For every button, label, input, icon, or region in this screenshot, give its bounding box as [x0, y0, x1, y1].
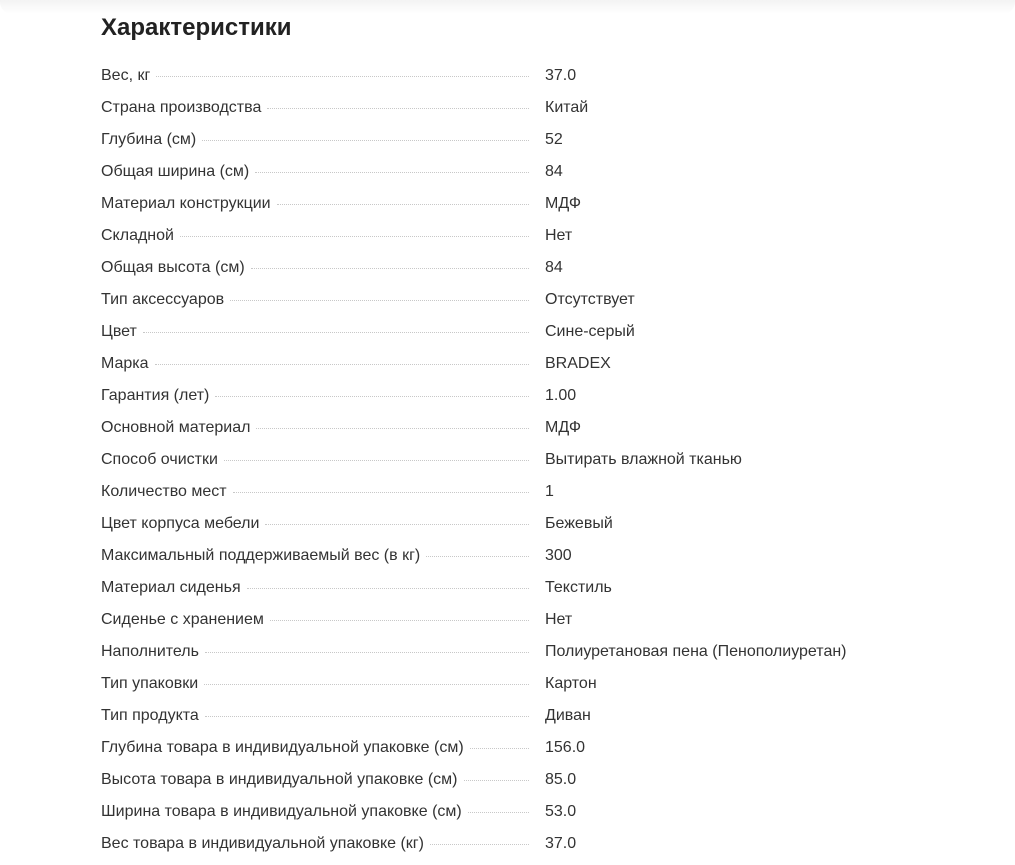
spec-label-cell	[101, 284, 529, 316]
spec-value: Нет	[545, 611, 573, 628]
spec-name: Сиденье с хранением	[101, 611, 264, 628]
spec-row	[101, 412, 931, 444]
spec-value: 37.0	[545, 67, 577, 84]
spec-name: Гарантия (лет)	[101, 387, 210, 404]
spec-label-cell	[101, 508, 529, 540]
spec-row	[101, 668, 931, 700]
spec-name: Максимальный поддерживаемый вес (в кг)	[101, 547, 421, 564]
spec-label-cell	[101, 764, 529, 796]
spec-value: 1.00	[545, 387, 577, 404]
spec-label-cell	[101, 668, 529, 700]
spec-value: Картон	[545, 675, 597, 692]
spec-value: 85.0	[545, 771, 577, 788]
spec-row	[101, 348, 931, 380]
spec-label-cell	[101, 444, 529, 476]
dotted-leader	[255, 172, 529, 173]
spec-row	[101, 444, 931, 476]
spec-value: Текстиль	[545, 579, 612, 596]
spec-label-cell	[101, 188, 529, 220]
spec-name: Общая высота (см)	[101, 259, 245, 276]
spec-value: Сине-серый	[545, 323, 635, 340]
spec-value: 84	[545, 259, 563, 276]
spec-label-cell	[101, 380, 529, 412]
spec-label-cell	[101, 636, 529, 668]
spec-label-cell	[101, 124, 529, 156]
spec-value: 52	[545, 131, 563, 148]
spec-name: Ширина товара в индивидуальной упаковке (см)	[101, 803, 462, 820]
section-title: Характеристики	[101, 14, 292, 41]
spec-name: Способ очистки	[101, 451, 218, 468]
spec-name: Материал конструкции	[101, 195, 271, 212]
spec-row	[101, 700, 931, 732]
spec-label-cell	[101, 476, 529, 508]
spec-value: Полиуретановая пена (Пенополиуретан)	[545, 643, 847, 660]
dotted-leader	[426, 556, 529, 557]
spec-value: Бежевый	[545, 515, 613, 532]
spec-value: Отсутствует	[545, 291, 635, 308]
spec-name: Цвет	[101, 323, 137, 340]
spec-value: 84	[545, 163, 563, 180]
spec-value: 156.0	[545, 739, 586, 756]
dotted-leader	[267, 108, 529, 109]
spec-name: Количество мест	[101, 483, 227, 500]
dotted-leader	[270, 620, 529, 621]
spec-value: Вытирать влажной тканью	[545, 451, 742, 468]
spec-value: Нет	[545, 227, 573, 244]
spec-row	[101, 156, 931, 188]
spec-name: Тип упаковки	[101, 675, 199, 692]
spec-row	[101, 572, 931, 604]
spec-value: Китай	[545, 99, 589, 116]
spec-row	[101, 220, 931, 252]
spec-row	[101, 252, 931, 284]
dotted-leader	[265, 524, 529, 525]
spec-row	[101, 508, 931, 540]
spec-label-cell	[101, 828, 529, 860]
spec-name: Материал сиденья	[101, 579, 241, 596]
spec-value: 300	[545, 547, 572, 564]
spec-label-cell	[101, 700, 529, 732]
spec-row	[101, 604, 931, 636]
dotted-leader	[224, 460, 529, 461]
spec-row	[101, 636, 931, 668]
spec-label-cell	[101, 796, 529, 828]
spec-label-cell	[101, 540, 529, 572]
dotted-leader	[233, 492, 529, 493]
spec-row	[101, 828, 931, 860]
dotted-leader	[202, 140, 529, 141]
dotted-leader	[180, 236, 529, 237]
dotted-leader	[155, 364, 529, 365]
dotted-leader	[230, 300, 529, 301]
dotted-leader	[205, 652, 529, 653]
spec-name: Глубина (см)	[101, 131, 197, 148]
dotted-leader	[277, 204, 529, 205]
dotted-leader	[205, 716, 529, 717]
spec-name: Тип продукта	[101, 707, 199, 724]
spec-label-cell	[101, 156, 529, 188]
spec-label-cell	[101, 572, 529, 604]
spec-value: МДФ	[545, 195, 581, 212]
spec-value: 37.0	[545, 835, 577, 852]
spec-label-cell	[101, 60, 529, 92]
spec-value: Диван	[545, 707, 591, 724]
spec-row	[101, 284, 931, 316]
spec-value: МДФ	[545, 419, 581, 436]
spec-value: BRADEX	[545, 355, 611, 372]
spec-name: Наполнитель	[101, 643, 199, 660]
spec-label-cell	[101, 92, 529, 124]
spec-value: 53.0	[545, 803, 577, 820]
spec-name: Вес товара в индивидуальной упаковке (кг)	[101, 835, 424, 852]
dotted-leader	[143, 332, 529, 333]
spec-name: Основной материал	[101, 419, 251, 436]
dotted-leader	[215, 396, 529, 397]
specifications-section	[101, 12, 931, 860]
dotted-leader	[251, 268, 529, 269]
spec-name: Страна производства	[101, 99, 262, 116]
dotted-leader	[468, 812, 529, 813]
spec-label-cell	[101, 732, 529, 764]
spec-row	[101, 796, 931, 828]
spec-row	[101, 476, 931, 508]
spec-name: Складной	[101, 227, 174, 244]
spec-row	[101, 540, 931, 572]
spec-name: Высота товара в индивидуальной упаковке (см)	[101, 771, 458, 788]
spec-name: Вес, кг	[101, 67, 151, 84]
spec-name: Марка	[101, 355, 149, 372]
dotted-leader	[247, 588, 529, 589]
spec-row	[101, 380, 931, 412]
dotted-leader	[156, 76, 529, 77]
spec-name: Цвет корпуса мебели	[101, 515, 260, 532]
spec-row	[101, 124, 931, 156]
dotted-leader	[204, 684, 529, 685]
spec-label-cell	[101, 252, 529, 284]
spec-row	[101, 316, 931, 348]
spec-label-cell	[101, 220, 529, 252]
spec-row	[101, 764, 931, 796]
spec-row	[101, 60, 931, 92]
dotted-leader	[256, 428, 529, 429]
dotted-leader	[430, 844, 529, 845]
spec-row	[101, 188, 931, 220]
spec-name: Общая ширина (см)	[101, 163, 250, 180]
spec-row	[101, 732, 931, 764]
spec-row	[101, 92, 931, 124]
spec-list	[101, 60, 931, 860]
dotted-leader	[470, 748, 529, 749]
spec-name: Глубина товара в индивидуальной упаковке (см)	[101, 739, 464, 756]
spec-value: 1	[545, 483, 554, 500]
spec-name: Тип аксессуаров	[101, 291, 225, 308]
dotted-leader	[464, 780, 530, 781]
spec-label-cell	[101, 604, 529, 636]
spec-label-cell	[101, 412, 529, 444]
spec-label-cell	[101, 316, 529, 348]
spec-label-cell	[101, 348, 529, 380]
